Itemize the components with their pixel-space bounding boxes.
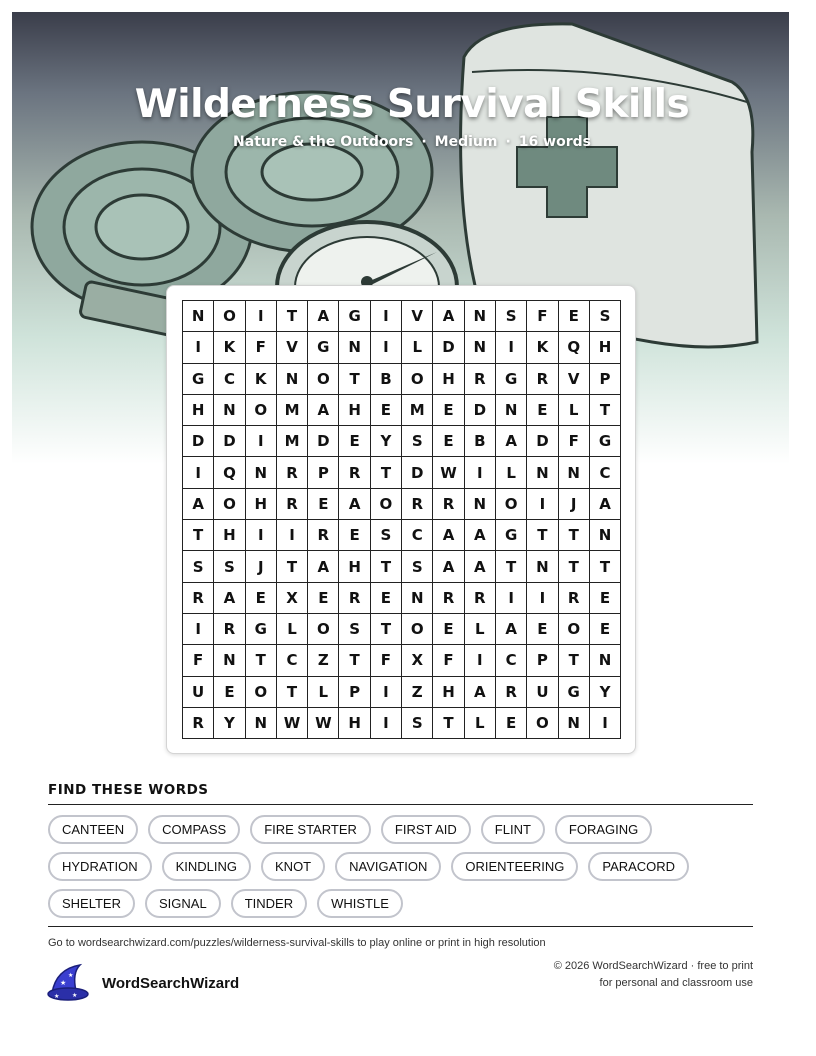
grid-cell[interactable]: O bbox=[402, 364, 433, 395]
grid-cell[interactable]: C bbox=[402, 520, 433, 551]
grid-cell[interactable]: M bbox=[402, 395, 433, 426]
grid-cell[interactable]: U bbox=[527, 677, 558, 708]
grid-cell[interactable]: Z bbox=[402, 677, 433, 708]
word-list-heading: FIND THESE WORDS bbox=[48, 782, 209, 798]
word-chip: COMPASS bbox=[148, 815, 240, 844]
grid-cell[interactable]: N bbox=[559, 708, 590, 739]
grid-cell[interactable]: I bbox=[527, 583, 558, 614]
grid-cell[interactable]: I bbox=[496, 332, 527, 363]
grid-cell[interactable]: N bbox=[183, 301, 214, 332]
word-chip: CANTEEN bbox=[48, 815, 138, 844]
grid-cell[interactable]: N bbox=[559, 457, 590, 488]
brand-logo[interactable] bbox=[46, 963, 239, 1003]
grid-cell[interactable]: N bbox=[339, 332, 370, 363]
grid-cell[interactable]: N bbox=[590, 520, 621, 551]
grid-cell[interactable]: K bbox=[246, 364, 277, 395]
grid-cell[interactable]: E bbox=[590, 583, 621, 614]
svg-text:★: ★ bbox=[60, 979, 67, 987]
grid-cell[interactable]: D bbox=[433, 332, 464, 363]
grid-cell[interactable]: E bbox=[433, 426, 464, 457]
grid-cell[interactable]: L bbox=[277, 614, 308, 645]
grid-cell[interactable]: R bbox=[277, 489, 308, 520]
grid-cell[interactable]: O bbox=[308, 614, 339, 645]
grid-cell[interactable]: T bbox=[590, 395, 621, 426]
grid-cell[interactable]: T bbox=[183, 520, 214, 551]
grid-cell[interactable]: S bbox=[402, 708, 433, 739]
svg-text:★: ★ bbox=[68, 972, 74, 979]
grid-cell[interactable]: A bbox=[214, 583, 245, 614]
word-chip: SHELTER bbox=[48, 889, 135, 918]
grid-cell[interactable]: D bbox=[527, 426, 558, 457]
grid-cell[interactable]: D bbox=[308, 426, 339, 457]
grid-cell[interactable]: N bbox=[590, 645, 621, 676]
word-chip: FIRST AID bbox=[381, 815, 471, 844]
grid-cell[interactable]: H bbox=[214, 520, 245, 551]
word-chip: TINDER bbox=[231, 889, 307, 918]
grid-cell[interactable]: T bbox=[277, 677, 308, 708]
divider bbox=[48, 804, 753, 805]
grid-cell[interactable]: I bbox=[246, 426, 277, 457]
grid-cell[interactable]: S bbox=[183, 551, 214, 582]
grid-cell[interactable]: O bbox=[496, 489, 527, 520]
grid-cell[interactable]: G bbox=[308, 332, 339, 363]
grid-cell[interactable]: N bbox=[402, 583, 433, 614]
grid-cell[interactable]: F bbox=[433, 645, 464, 676]
grid-cell[interactable]: V bbox=[559, 364, 590, 395]
grid-cell[interactable]: G bbox=[559, 677, 590, 708]
grid-cell[interactable]: I bbox=[371, 677, 402, 708]
grid-cell[interactable]: F bbox=[527, 301, 558, 332]
grid-cell[interactable]: T bbox=[277, 551, 308, 582]
grid-cell[interactable]: P bbox=[527, 645, 558, 676]
grid-cell[interactable]: E bbox=[527, 614, 558, 645]
grid-cell[interactable]: T bbox=[277, 301, 308, 332]
grid-cell[interactable]: H bbox=[433, 677, 464, 708]
grid-cell[interactable]: F bbox=[559, 426, 590, 457]
grid-cell[interactable]: E bbox=[433, 395, 464, 426]
grid-cell[interactable]: R bbox=[339, 583, 370, 614]
grid-cell[interactable]: O bbox=[214, 301, 245, 332]
grid-cell[interactable]: L bbox=[559, 395, 590, 426]
grid-cell[interactable]: T bbox=[339, 364, 370, 395]
grid-cell[interactable]: I bbox=[371, 708, 402, 739]
grid-cell[interactable]: I bbox=[590, 708, 621, 739]
svg-text:★: ★ bbox=[72, 992, 78, 999]
grid-cell[interactable]: H bbox=[246, 489, 277, 520]
word-chip: NAVIGATION bbox=[335, 852, 441, 881]
grid-cell[interactable]: N bbox=[214, 645, 245, 676]
grid-cell[interactable]: T bbox=[433, 708, 464, 739]
grid-cell[interactable]: Y bbox=[590, 677, 621, 708]
grid-cell[interactable]: M bbox=[277, 395, 308, 426]
category-label: Nature & the Outdoors bbox=[233, 134, 414, 150]
grid-cell[interactable]: O bbox=[559, 614, 590, 645]
grid-cell[interactable]: R bbox=[214, 614, 245, 645]
grid-cell[interactable]: X bbox=[277, 583, 308, 614]
grid-cell[interactable]: N bbox=[496, 395, 527, 426]
grid-cell[interactable]: T bbox=[246, 645, 277, 676]
puzzle-meta bbox=[12, 134, 789, 150]
word-chip: KINDLING bbox=[162, 852, 251, 881]
grid-cell[interactable]: N bbox=[246, 708, 277, 739]
grid-cell[interactable]: P bbox=[590, 364, 621, 395]
grid-cell[interactable]: A bbox=[433, 551, 464, 582]
grid-cell[interactable]: G bbox=[183, 364, 214, 395]
grid-cell[interactable]: T bbox=[496, 551, 527, 582]
grid-cell[interactable]: O bbox=[214, 489, 245, 520]
grid-cell[interactable]: W bbox=[308, 708, 339, 739]
grid-cell[interactable]: R bbox=[465, 583, 496, 614]
play-online-link[interactable]: Go to wordsearchwizard.com/puzzles/wilderness-survival-skills to play online or print in high resolution bbox=[48, 937, 546, 949]
grid-cell[interactable]: A bbox=[496, 426, 527, 457]
grid-cell[interactable]: N bbox=[465, 332, 496, 363]
grid-cell[interactable]: D bbox=[214, 426, 245, 457]
grid-cell[interactable]: X bbox=[402, 645, 433, 676]
grid-cell[interactable]: R bbox=[402, 489, 433, 520]
grid-cell[interactable]: B bbox=[371, 364, 402, 395]
grid-cell[interactable]: O bbox=[308, 364, 339, 395]
grid-cell[interactable]: A bbox=[433, 520, 464, 551]
grid-cell[interactable]: H bbox=[183, 395, 214, 426]
grid-cell[interactable]: T bbox=[559, 645, 590, 676]
grid-cell[interactable]: S bbox=[496, 301, 527, 332]
grid-cell[interactable]: A bbox=[496, 614, 527, 645]
brand-name: WordSearchWizard bbox=[102, 974, 240, 992]
grid-cell[interactable]: O bbox=[246, 677, 277, 708]
divider bbox=[48, 926, 753, 927]
grid-cell[interactable]: L bbox=[465, 708, 496, 739]
grid-cell[interactable]: T bbox=[559, 520, 590, 551]
grid-cell[interactable]: C bbox=[277, 645, 308, 676]
grid-cell[interactable]: I bbox=[465, 645, 496, 676]
grid-cell[interactable]: O bbox=[246, 395, 277, 426]
grid-cell[interactable]: O bbox=[527, 708, 558, 739]
grid-cell[interactable]: A bbox=[590, 489, 621, 520]
grid-cell[interactable]: A bbox=[308, 301, 339, 332]
grid-cell[interactable]: O bbox=[402, 614, 433, 645]
grid-cell[interactable]: T bbox=[590, 551, 621, 582]
word-list bbox=[48, 815, 753, 918]
grid-cell[interactable]: B bbox=[465, 426, 496, 457]
grid-cell[interactable]: D bbox=[465, 395, 496, 426]
difficulty-label: Medium bbox=[434, 134, 498, 150]
copyright-notice: © 2026 WordSearchWizard · free to print for personal and classroom use bbox=[553, 960, 753, 989]
grid-cell[interactable]: N bbox=[214, 395, 245, 426]
grid-cell[interactable]: Q bbox=[559, 332, 590, 363]
grid-cell[interactable]: T bbox=[371, 457, 402, 488]
grid-cell[interactable]: N bbox=[277, 364, 308, 395]
grid-cell[interactable]: G bbox=[339, 301, 370, 332]
grid-cell[interactable]: T bbox=[371, 551, 402, 582]
grid-cell[interactable]: A bbox=[465, 551, 496, 582]
grid-cell[interactable]: S bbox=[339, 614, 370, 645]
grid-cell[interactable]: I bbox=[183, 332, 214, 363]
grid-cell[interactable]: P bbox=[308, 457, 339, 488]
grid-cell[interactable]: G bbox=[590, 426, 621, 457]
grid-cell[interactable]: E bbox=[371, 583, 402, 614]
grid-cell[interactable]: J bbox=[559, 489, 590, 520]
grid-cell[interactable]: R bbox=[527, 364, 558, 395]
grid-cell[interactable]: S bbox=[590, 301, 621, 332]
svg-text:★: ★ bbox=[54, 993, 60, 1000]
grid-cell[interactable]: T bbox=[559, 551, 590, 582]
grid-cell[interactable]: V bbox=[402, 301, 433, 332]
grid-cell[interactable]: I bbox=[527, 489, 558, 520]
grid-cell[interactable]: A bbox=[308, 395, 339, 426]
grid-cell[interactable]: Y bbox=[371, 426, 402, 457]
grid-cell[interactable]: T bbox=[371, 614, 402, 645]
grid-cell[interactable]: N bbox=[465, 301, 496, 332]
grid-cell[interactable]: G bbox=[496, 520, 527, 551]
grid-cell[interactable]: I bbox=[465, 457, 496, 488]
wizard-hat-icon bbox=[46, 963, 92, 1003]
grid-cell[interactable]: C bbox=[496, 645, 527, 676]
grid-cell[interactable]: K bbox=[214, 332, 245, 363]
grid-cell[interactable]: N bbox=[465, 489, 496, 520]
grid-cell[interactable]: E bbox=[371, 395, 402, 426]
grid-cell[interactable]: M bbox=[277, 426, 308, 457]
grid-cell[interactable]: I bbox=[183, 457, 214, 488]
grid-cell[interactable]: L bbox=[496, 457, 527, 488]
grid-cell[interactable]: A bbox=[308, 551, 339, 582]
grid-cell[interactable]: F bbox=[246, 332, 277, 363]
grid-cell[interactable]: I bbox=[183, 614, 214, 645]
grid-cell[interactable]: L bbox=[465, 614, 496, 645]
grid-cell[interactable]: E bbox=[590, 614, 621, 645]
grid-cell[interactable]: W bbox=[433, 457, 464, 488]
grid-cell[interactable]: K bbox=[527, 332, 558, 363]
grid-cell[interactable]: E bbox=[527, 395, 558, 426]
grid-cell[interactable]: H bbox=[590, 332, 621, 363]
grid-cell[interactable]: R bbox=[339, 457, 370, 488]
word-chip: FIRE STARTER bbox=[250, 815, 371, 844]
grid-cell[interactable]: E bbox=[308, 489, 339, 520]
grid-cell[interactable]: E bbox=[339, 520, 370, 551]
grid-cell[interactable]: R bbox=[277, 457, 308, 488]
grid-cell[interactable]: S bbox=[402, 426, 433, 457]
grid-cell[interactable]: J bbox=[246, 551, 277, 582]
grid-cell[interactable]: E bbox=[496, 708, 527, 739]
word-chip: KNOT bbox=[261, 852, 325, 881]
grid-cell[interactable]: H bbox=[339, 395, 370, 426]
word-chip: ORIENTEERING bbox=[451, 852, 578, 881]
grid-cell[interactable]: Q bbox=[214, 457, 245, 488]
grid-cell[interactable]: L bbox=[308, 677, 339, 708]
grid-cell[interactable]: H bbox=[339, 708, 370, 739]
meta-separator: · bbox=[505, 134, 511, 150]
grid-cell[interactable]: N bbox=[527, 551, 558, 582]
grid-cell[interactable]: I bbox=[277, 520, 308, 551]
letter-grid bbox=[182, 300, 621, 739]
grid-cell[interactable]: S bbox=[371, 520, 402, 551]
grid-cell[interactable]: R bbox=[465, 364, 496, 395]
word-chip: SIGNAL bbox=[145, 889, 221, 918]
grid-cell[interactable]: A bbox=[465, 677, 496, 708]
grid-cell[interactable]: I bbox=[371, 332, 402, 363]
page-title: Wilderness Survival Skills bbox=[134, 82, 690, 127]
grid-cell[interactable]: C bbox=[214, 364, 245, 395]
grid-cell[interactable]: E bbox=[339, 426, 370, 457]
grid-cell[interactable]: D bbox=[402, 457, 433, 488]
grid-cell[interactable]: U bbox=[183, 677, 214, 708]
grid-cell[interactable]: N bbox=[246, 457, 277, 488]
grid-cell[interactable]: H bbox=[339, 551, 370, 582]
grid-cell[interactable]: A bbox=[339, 489, 370, 520]
grid-cell[interactable]: E bbox=[559, 301, 590, 332]
grid-cell[interactable]: E bbox=[433, 614, 464, 645]
grid-cell[interactable]: R bbox=[183, 708, 214, 739]
grid-cell[interactable]: G bbox=[246, 614, 277, 645]
puzzle-card bbox=[166, 285, 636, 754]
word-chip: HYDRATION bbox=[48, 852, 152, 881]
grid-cell[interactable]: A bbox=[465, 520, 496, 551]
grid-cell[interactable]: S bbox=[214, 551, 245, 582]
grid-cell[interactable]: E bbox=[308, 583, 339, 614]
word-count-label: 16 words bbox=[518, 134, 591, 150]
grid-cell[interactable]: E bbox=[214, 677, 245, 708]
grid-cell[interactable]: O bbox=[371, 489, 402, 520]
grid-cell[interactable]: P bbox=[339, 677, 370, 708]
grid-cell[interactable]: E bbox=[246, 583, 277, 614]
word-chip: WHISTLE bbox=[317, 889, 403, 918]
grid-cell[interactable]: R bbox=[433, 583, 464, 614]
word-chip: PARACORD bbox=[588, 852, 689, 881]
grid-cell[interactable]: S bbox=[402, 551, 433, 582]
grid-cell[interactable]: N bbox=[527, 457, 558, 488]
grid-cell[interactable]: R bbox=[433, 489, 464, 520]
grid-cell[interactable]: T bbox=[339, 645, 370, 676]
grid-cell[interactable]: I bbox=[371, 301, 402, 332]
grid-cell[interactable]: W bbox=[277, 708, 308, 739]
meta-separator: · bbox=[421, 134, 427, 150]
grid-cell[interactable]: I bbox=[496, 583, 527, 614]
grid-cell[interactable]: G bbox=[496, 364, 527, 395]
grid-cell[interactable]: V bbox=[277, 332, 308, 363]
grid-cell[interactable]: Z bbox=[308, 645, 339, 676]
grid-cell[interactable]: H bbox=[433, 364, 464, 395]
grid-cell[interactable]: L bbox=[402, 332, 433, 363]
grid-cell[interactable]: F bbox=[371, 645, 402, 676]
grid-cell[interactable]: T bbox=[527, 520, 558, 551]
grid-cell[interactable]: Y bbox=[214, 708, 245, 739]
word-chip: FORAGING bbox=[555, 815, 652, 844]
grid-cell[interactable]: R bbox=[559, 583, 590, 614]
grid-cell[interactable]: C bbox=[590, 457, 621, 488]
grid-cell[interactable]: A bbox=[433, 301, 464, 332]
word-chip: FLINT bbox=[481, 815, 545, 844]
grid-cell[interactable]: I bbox=[246, 301, 277, 332]
grid-cell[interactable]: R bbox=[308, 520, 339, 551]
grid-cell[interactable]: D bbox=[183, 426, 214, 457]
grid-cell[interactable]: I bbox=[246, 520, 277, 551]
grid-cell[interactable]: R bbox=[183, 583, 214, 614]
grid-cell[interactable]: F bbox=[183, 645, 214, 676]
grid-cell[interactable]: A bbox=[183, 489, 214, 520]
grid-cell[interactable]: R bbox=[496, 677, 527, 708]
